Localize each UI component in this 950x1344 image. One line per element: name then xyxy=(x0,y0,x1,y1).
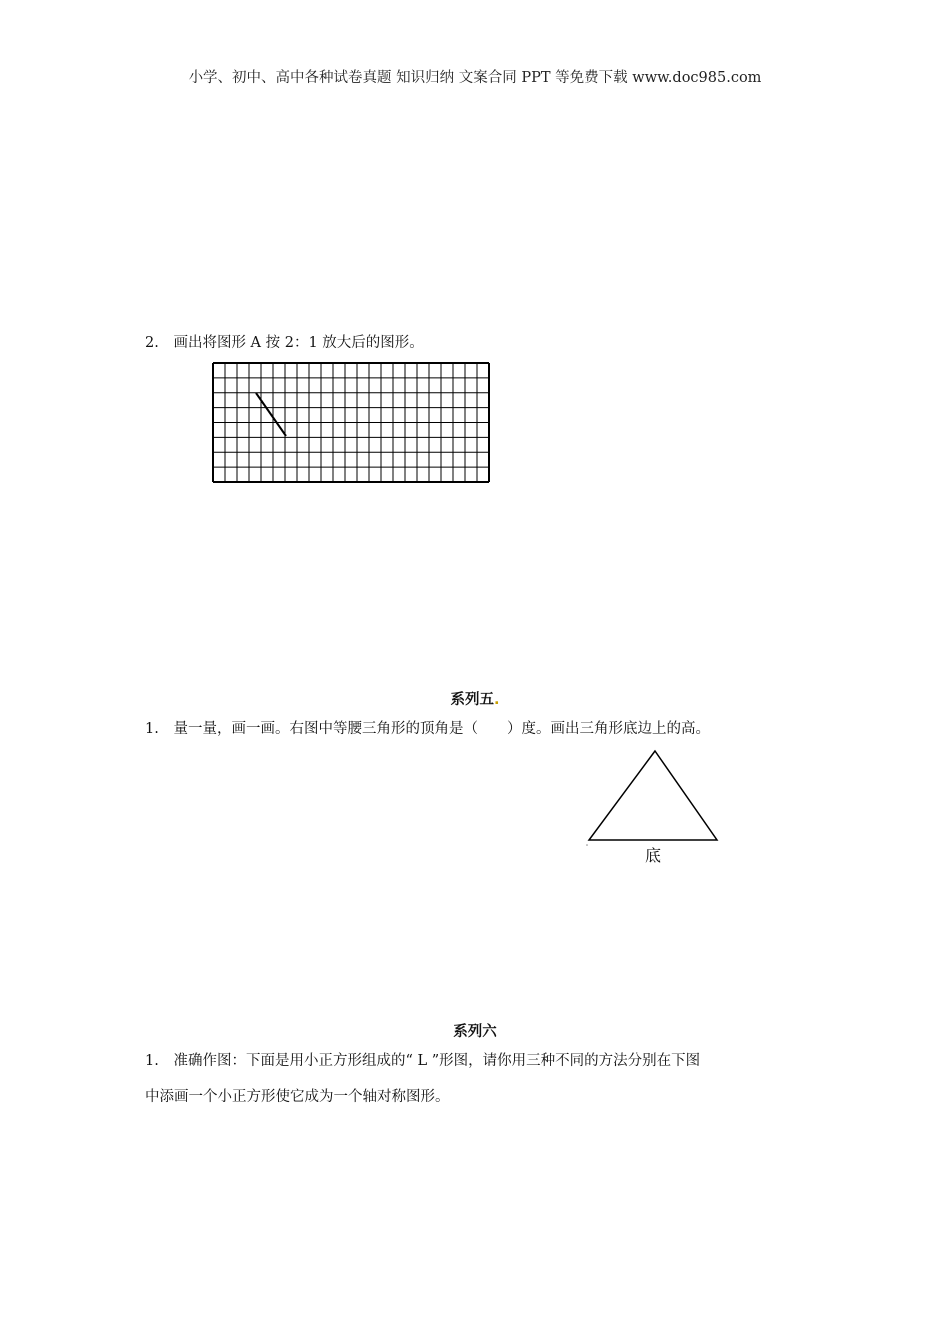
series-five-question-1 xyxy=(145,719,710,739)
question-text-line-1: 准确作图：下面是用小正方形组成的“ L ”形图，请你用三种不同的方法分别在下图 xyxy=(173,1053,701,1069)
base-label: 底 xyxy=(645,846,662,865)
stray-mark xyxy=(586,844,588,846)
question-text: 量一量，画一画。右图中等腰三角形的顶角是（ ）度。画出三角形底边上的高。 xyxy=(173,721,710,737)
series-six-heading: 系列六 xyxy=(453,1024,497,1040)
series-five-heading: 系列五. xyxy=(450,692,500,708)
question-number: 2. xyxy=(145,335,159,351)
series-six-question-1-continued: 中添画一个小正方形使它成为一个轴对称图形。 xyxy=(145,1089,450,1105)
grid-lines xyxy=(213,363,489,482)
question-2 xyxy=(145,333,424,353)
isosceles-triangle xyxy=(589,751,717,840)
page-header: 小学、初中、高中各种试卷真题 知识归纳 文案合同 PPT 等免费下载 www.doc985.com xyxy=(188,70,762,86)
question-number: 1. xyxy=(145,1053,159,1069)
series-six-question-1 xyxy=(145,1051,700,1071)
grid-figure xyxy=(212,362,490,483)
question-number: 1. xyxy=(145,721,159,737)
question-text: 画出将图形 A 按 2：1 放大后的图形。 xyxy=(173,335,424,351)
heading-dot: . xyxy=(493,692,500,708)
